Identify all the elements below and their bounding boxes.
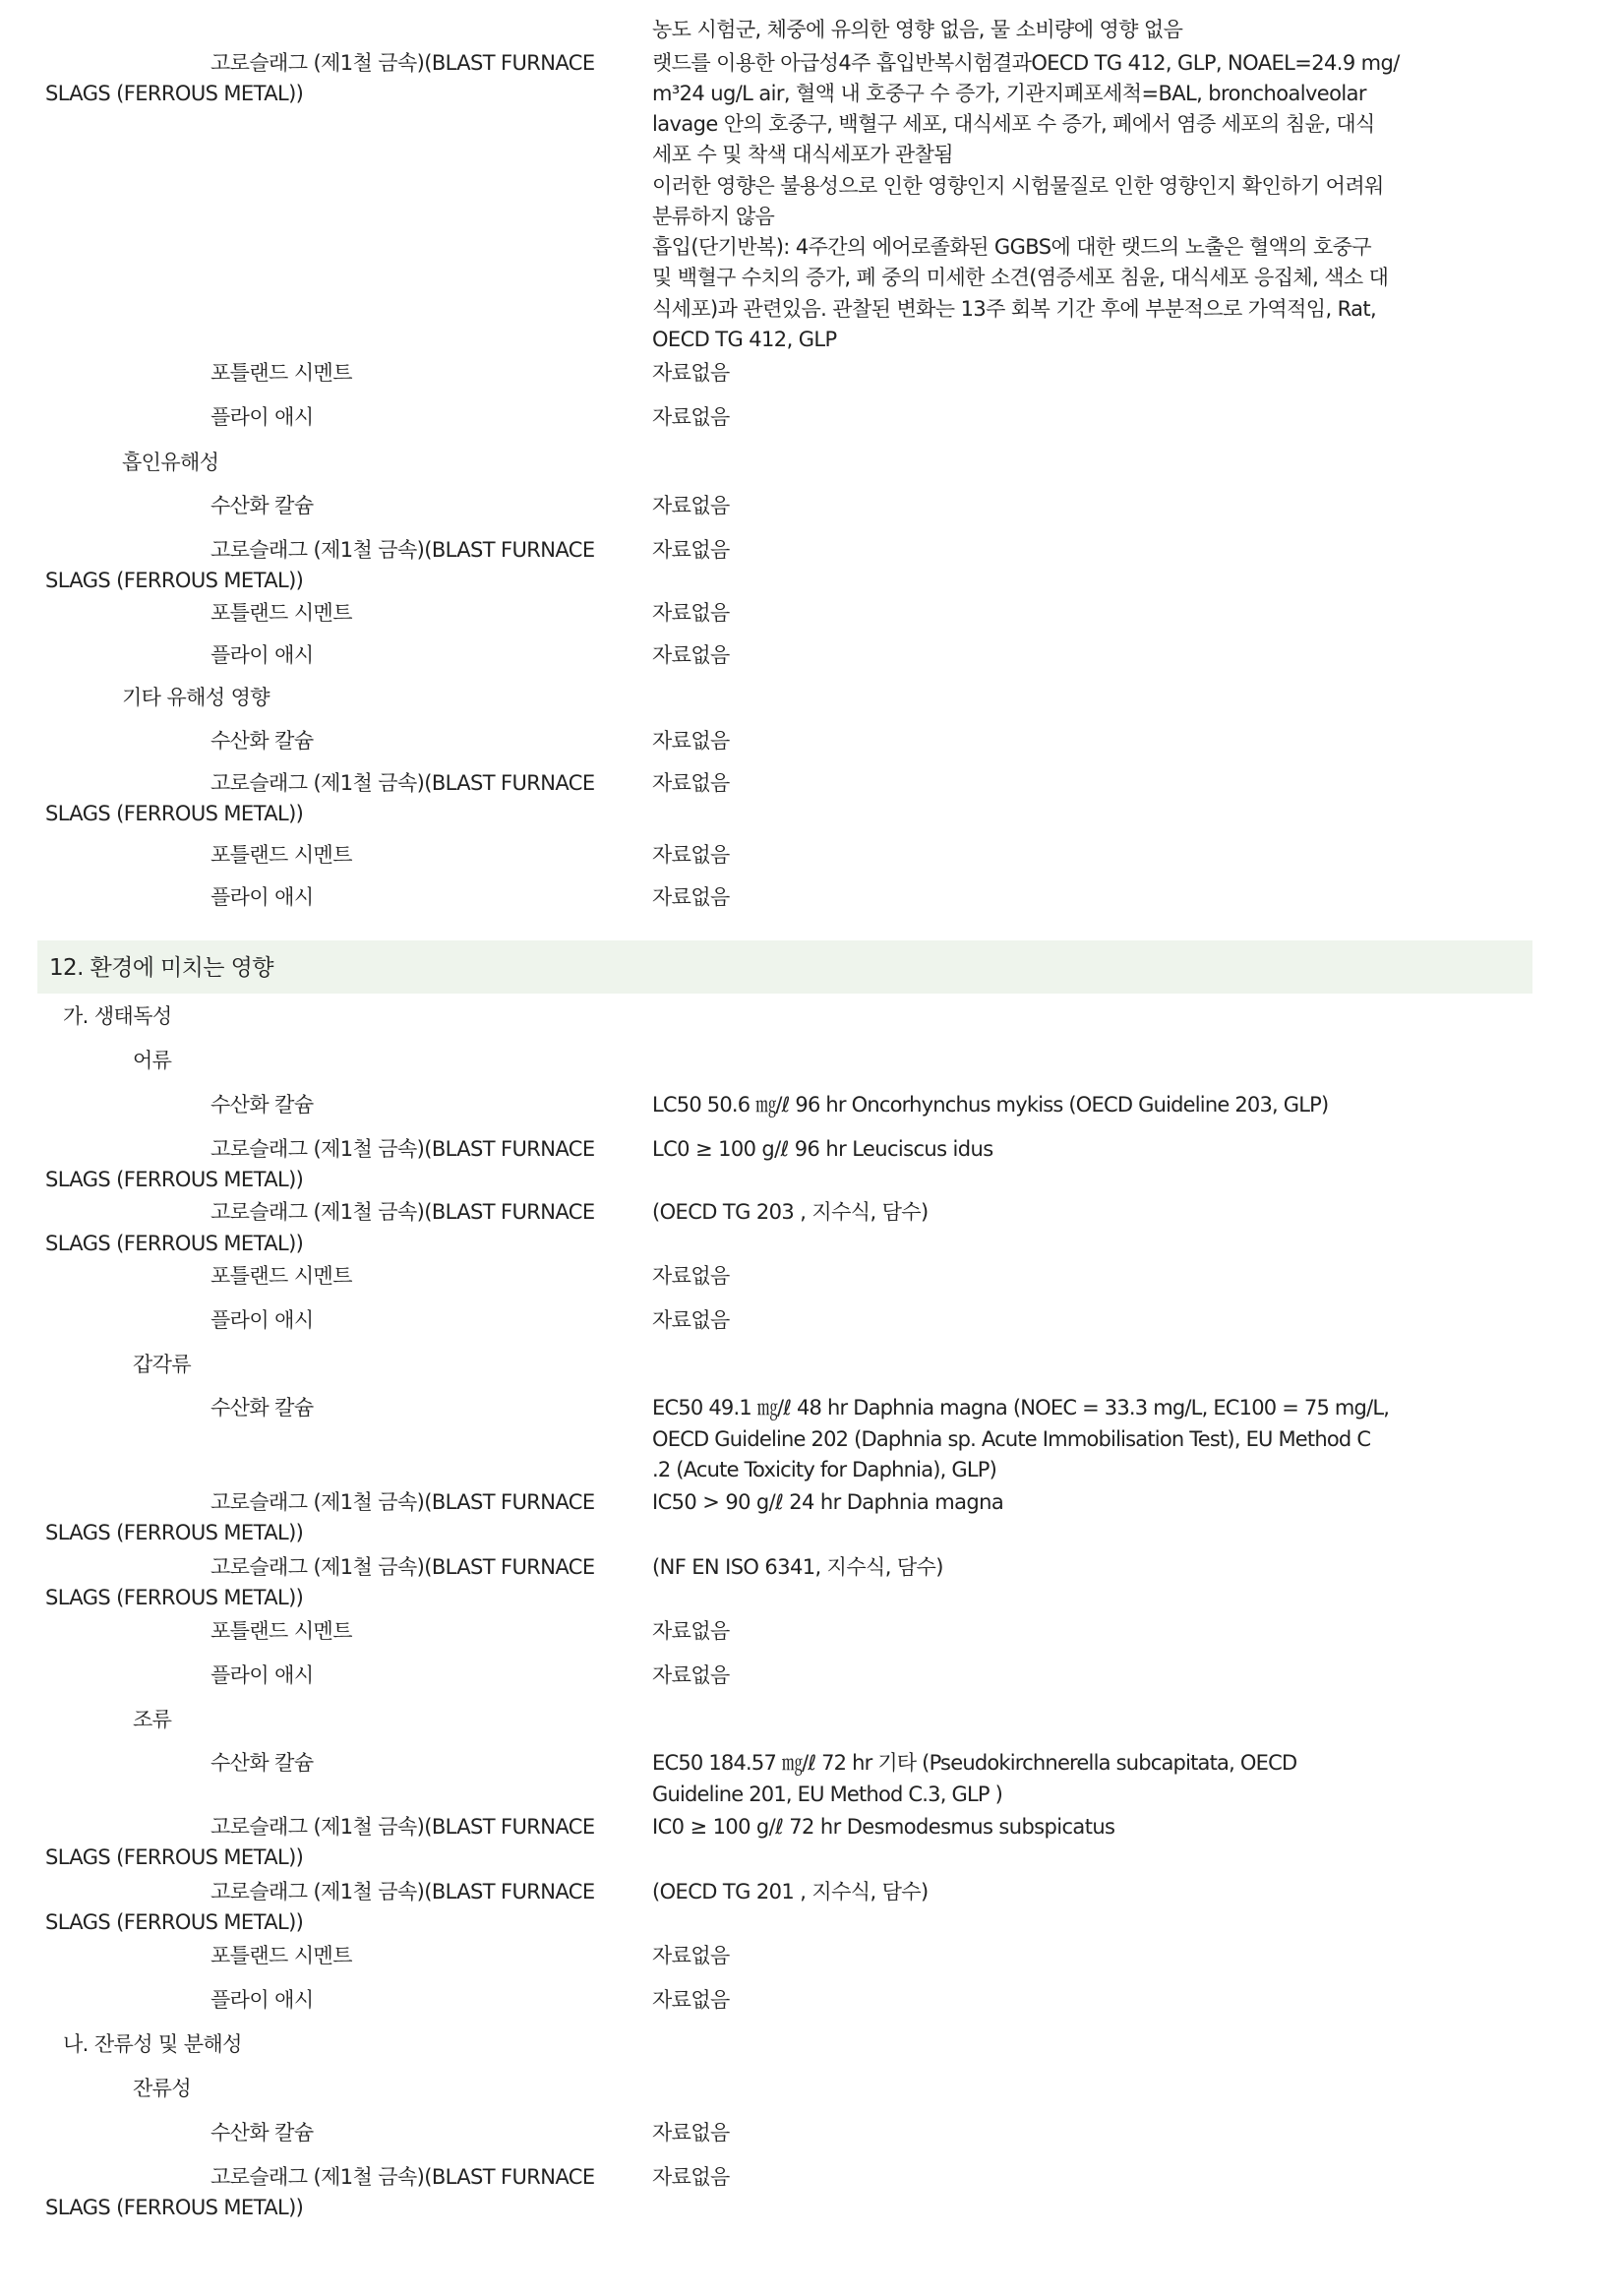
substance-label: 플라이 애시 <box>210 1988 314 2012</box>
substance-label: 수산화 칼슘 <box>210 2121 314 2145</box>
category-heading: 갑각류 <box>133 1353 192 1376</box>
substance-label-cont: SLAGS (FERROUS METAL)) <box>45 1586 304 1609</box>
value-text: (OECD TG 203 , 지수식, 담수) <box>652 1200 929 1224</box>
value-text: (OECD TG 201 , 지수식, 담수) <box>652 1880 929 1903</box>
value-text: 자료없음 <box>652 2121 730 2145</box>
substance-label: 고로슬래그 (제1철 금속)(BLAST FURNACE <box>210 1880 595 1903</box>
category-heading: 잔류성 <box>133 2077 192 2100</box>
text-line: 식세포)과 관련있음. 관찰된 변화는 13주 회복 기간 후에 부분적으로 가역적임, Rat, <box>652 297 1377 321</box>
text-line: OECD TG 412, GLP <box>652 328 837 351</box>
text-line: 분류하지 않음 <box>652 205 775 228</box>
text-line: m³24 ug/L air, 혈액 내 호중구 수 증가, 기관지폐포세척=BAL, bronchoalveolar <box>652 82 1366 105</box>
value-text: Guideline 201, EU Method C.3, GLP ) <box>652 1782 1002 1806</box>
value-text: 자료없음 <box>652 729 730 753</box>
text-line: 랫드를 이용한 아급성4주 흡입반복시험결과OECD TG 412, GLP, NOAEL=24.9 mg/ <box>652 51 1400 75</box>
substance-label-cont: SLAGS (FERROUS METAL)) <box>45 2196 304 2219</box>
value-text: 자료없음 <box>652 538 730 562</box>
value-text: IC50 > 90 g/ℓ 24 hr Daphnia magna <box>652 1490 1004 1514</box>
substance-label: 포틀랜드 시멘트 <box>210 1944 352 1967</box>
substance-label: 플라이 애시 <box>210 885 314 909</box>
substance-label: 수산화 칼슘 <box>210 494 314 517</box>
substance-label: 플라이 애시 <box>210 405 314 429</box>
category-heading: 조류 <box>133 1708 172 1731</box>
subsection-heading: 기타 유해성 영향 <box>122 686 270 709</box>
subsection-heading: 흡인유해성 <box>122 451 219 474</box>
value-text: (NF EN ISO 6341, 지수식, 담수) <box>652 1555 943 1579</box>
substance-label: 포틀랜드 시멘트 <box>210 601 352 625</box>
substance-label: 고로슬래그 (제1철 금속)(BLAST FURNACE <box>210 51 595 75</box>
substance-label: 포틀랜드 시멘트 <box>210 1264 352 1288</box>
value-text: 자료없음 <box>652 1663 730 1687</box>
value-text: .2 (Acute Toxicity for Daphnia), GLP) <box>652 1458 997 1481</box>
value-text: LC50 50.6 ㎎/ℓ 96 hr Oncorhynchus mykiss (OECD Guideline 203, GLP) <box>652 1093 1329 1117</box>
substance-label-cont: SLAGS (FERROUS METAL)) <box>45 1521 304 1544</box>
substance-label: 고로슬래그 (제1철 금속)(BLAST FURNACE <box>210 1815 595 1839</box>
value-text: OECD Guideline 202 (Daphnia sp. Acute Immobilisation Test), EU Method C <box>652 1427 1371 1451</box>
value-text: 자료없음 <box>652 885 730 909</box>
text-line: 세포 수 및 착색 대식세포가 관찰됨 <box>652 143 953 166</box>
substance-label: 수산화 칼슘 <box>210 1093 314 1117</box>
value-text: 자료없음 <box>652 1619 730 1643</box>
substance-label-cont: SLAGS (FERROUS METAL)) <box>45 802 304 825</box>
substance-label: 플라이 애시 <box>210 1663 314 1687</box>
substance-label-cont: SLAGS (FERROUS METAL)) <box>45 1910 304 1934</box>
substance-label: 포틀랜드 시멘트 <box>210 361 352 385</box>
substance-label: 플라이 애시 <box>210 643 314 667</box>
substance-label: 포틀랜드 시멘트 <box>210 843 352 867</box>
value-text: EC50 184.57 ㎎/ℓ 72 hr 기타 (Pseudokirchnerella subcapitata, OECD <box>652 1751 1297 1775</box>
substance-label: 고로슬래그 (제1철 금속)(BLAST FURNACE <box>210 1200 595 1224</box>
value-text: 자료없음 <box>652 494 730 517</box>
substance-label-cont: SLAGS (FERROUS METAL)) <box>45 569 304 592</box>
value-text: 자료없음 <box>652 361 730 385</box>
value-text: 자료없음 <box>652 601 730 625</box>
value-text: 자료없음 <box>652 405 730 429</box>
section-title: 12. 환경에 미치는 영향 <box>49 955 273 981</box>
text-line: 농도 시험군, 체중에 유의한 영향 없음, 물 소비량에 영향 없음 <box>652 18 1183 41</box>
substance-label: 플라이 애시 <box>210 1308 314 1332</box>
text-line: 이러한 영향은 불용성으로 인한 영향인지 시험물질로 인한 영향인지 확인하기 어려워 <box>652 174 1384 198</box>
value-text: LC0 ≥ 100 g/ℓ 96 hr Leuciscus idus <box>652 1137 993 1161</box>
value-text: 자료없음 <box>652 1944 730 1967</box>
value-text: 자료없음 <box>652 771 730 795</box>
value-text: 자료없음 <box>652 2165 730 2189</box>
substance-label: 고로슬래그 (제1철 금속)(BLAST FURNACE <box>210 1137 595 1161</box>
substance-label-cont: SLAGS (FERROUS METAL)) <box>45 1845 304 1869</box>
value-text: IC0 ≥ 100 g/ℓ 72 hr Desmodesmus subspicatus <box>652 1815 1115 1839</box>
section-header-band <box>37 940 1532 994</box>
text-line: 흡입(단기반복): 4주간의 에어로졸화된 GGBS에 대한 랫드의 노출은 혈액의 호중구 <box>652 235 1372 259</box>
value-text: 자료없음 <box>652 643 730 667</box>
text-line: lavage 안의 호중구, 백혈구 세포, 대식세포 수 증가, 폐에서 염증 세포의 침윤, 대식 <box>652 112 1375 136</box>
text-line: 및 백혈구 수치의 증가, 폐 중의 미세한 소견(염증세포 침윤, 대식세포 응집체, 색소 대 <box>652 266 1389 289</box>
substance-label: 수산화 칼슘 <box>210 1396 314 1420</box>
substance-label: 수산화 칼슘 <box>210 1751 314 1775</box>
substance-label: 고로슬래그 (제1철 금속)(BLAST FURNACE <box>210 2165 595 2189</box>
substance-label: 고로슬래그 (제1철 금속)(BLAST FURNACE <box>210 1490 595 1514</box>
substance-label: 포틀랜드 시멘트 <box>210 1619 352 1643</box>
substance-label: 고로슬래그 (제1철 금속)(BLAST FURNACE <box>210 771 595 795</box>
subsection-heading: 나. 잔류성 및 분해성 <box>63 2032 242 2056</box>
substance-label: 수산화 칼슘 <box>210 729 314 753</box>
substance-label-cont: SLAGS (FERROUS METAL)) <box>45 82 304 105</box>
subsection-heading: 가. 생태독성 <box>63 1004 172 1028</box>
substance-label-cont: SLAGS (FERROUS METAL)) <box>45 1168 304 1191</box>
value-text: 자료없음 <box>652 1264 730 1288</box>
substance-label-cont: SLAGS (FERROUS METAL)) <box>45 1232 304 1255</box>
category-heading: 어류 <box>133 1049 172 1072</box>
substance-label: 고로슬래그 (제1철 금속)(BLAST FURNACE <box>210 538 595 562</box>
value-text: EC50 49.1 ㎎/ℓ 48 hr Daphnia magna (NOEC = 33.3 mg/L, EC100 = 75 mg/L, <box>652 1396 1390 1420</box>
value-text: 자료없음 <box>652 1308 730 1332</box>
value-text: 자료없음 <box>652 1988 730 2012</box>
value-text: 자료없음 <box>652 843 730 867</box>
substance-label: 고로슬래그 (제1철 금속)(BLAST FURNACE <box>210 1555 595 1579</box>
